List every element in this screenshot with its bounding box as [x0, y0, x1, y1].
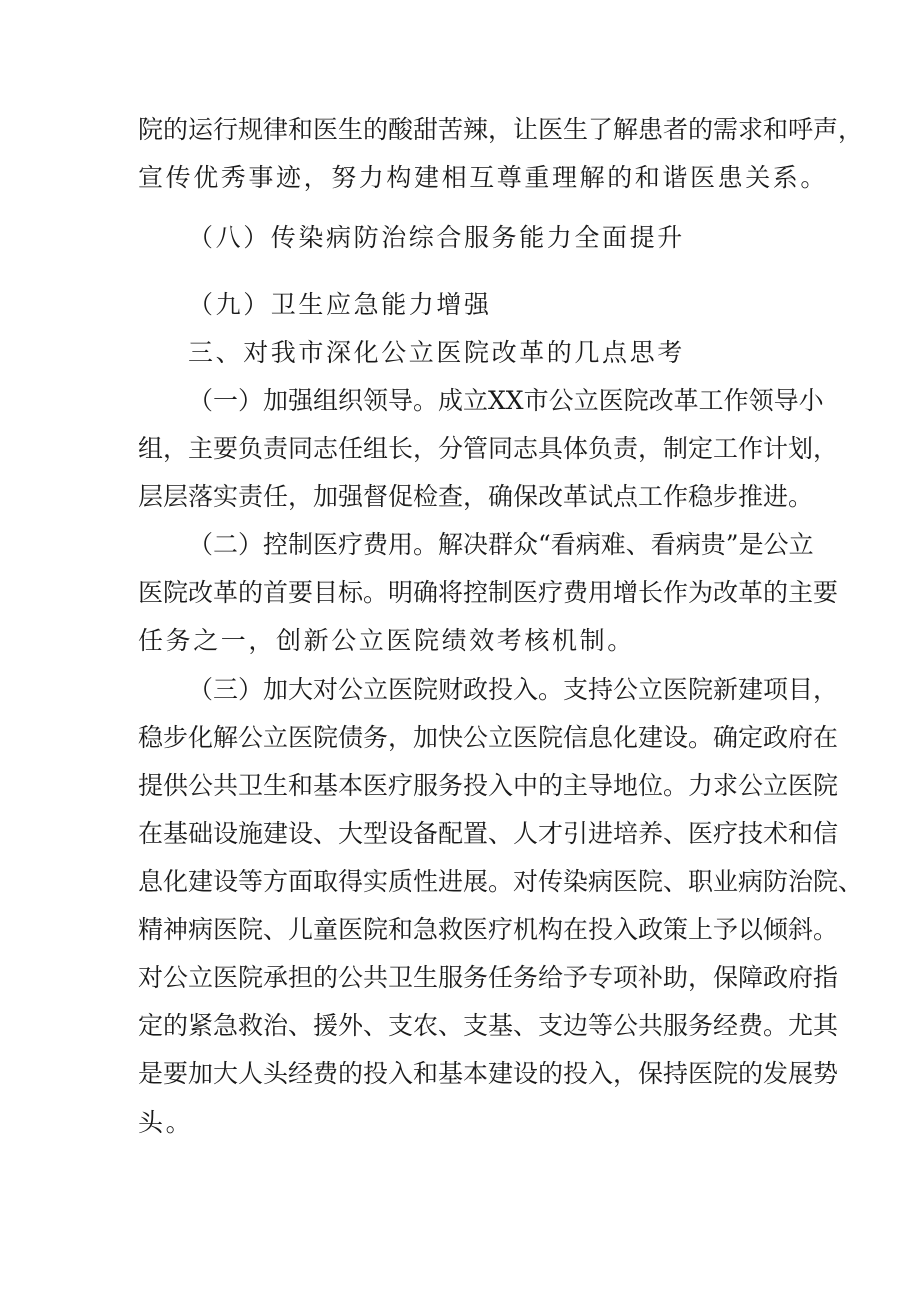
body-text-line: 是要加大人头经费的投入和基本建设的投入，保持医院的发展势 [138, 1059, 839, 1088]
section-heading: （八）传染病防治综合服务能力全面提升 [188, 223, 685, 252]
body-text-line: 息化建设等方面取得实质性进展。对传染病医院、职业病防治院、 [138, 867, 864, 896]
body-text-line: 头。 [138, 1108, 194, 1137]
body-text-line: 组，主要负责同志任组长，分管同志具体负责，制定工作计划， [138, 434, 839, 463]
body-text-line: 稳步化解公立医院债务，加快公立医院信息化建设。确定政府在 [138, 723, 839, 752]
body-text-line: （二）控制医疗费用。解决群众“看病难、看病贵”是公立 [188, 530, 814, 559]
body-text-line: 医院改革的首要目标。明确将控制医疗费用增长作为改革的主要 [138, 578, 839, 607]
section-heading: （九）卫生应急能力增强 [188, 290, 492, 319]
body-text-line: 提供公共卫生和基本医疗服务投入中的主导地位。力求公立医院 [138, 771, 839, 800]
body-text-line: 在基础设施建设、大型设备配置、人才引进培养、医疗技术和信 [138, 819, 839, 848]
body-text-line: 对公立医院承担的公共卫生服务任务给予专项补助，保障政府指 [138, 963, 839, 992]
chapter-heading: 三、对我市深化公立医院改革的几点思考 [188, 338, 685, 367]
body-text-line: 精神病医院、儿童医院和急救医疗机构在投入政策上予以倾斜。 [138, 915, 839, 944]
body-text-line: （三）加大对公立医院财政投入。支持公立医院新建项目， [188, 675, 839, 704]
body-text-line: 定的紧急救治、援外、支农、支基、支边等公共服务经费。尤其 [138, 1011, 839, 1040]
body-text-line: （一）加强组织领导。成立XX市公立医院改革工作领导小 [188, 386, 824, 415]
body-text-line: 层层落实责任，加强督促检查，确保改革试点工作稳步推进。 [138, 482, 814, 511]
body-text-line: 院的运行规律和医生的酸甜苦辣，让医生了解患者的需求和呼声， [138, 115, 864, 144]
body-text-line: 宣传优秀事迹，努力构建相互尊重理解的和谐医患关系。 [138, 163, 829, 192]
body-text-line: 任务之一，创新公立医院绩效考核机制。 [138, 626, 635, 655]
